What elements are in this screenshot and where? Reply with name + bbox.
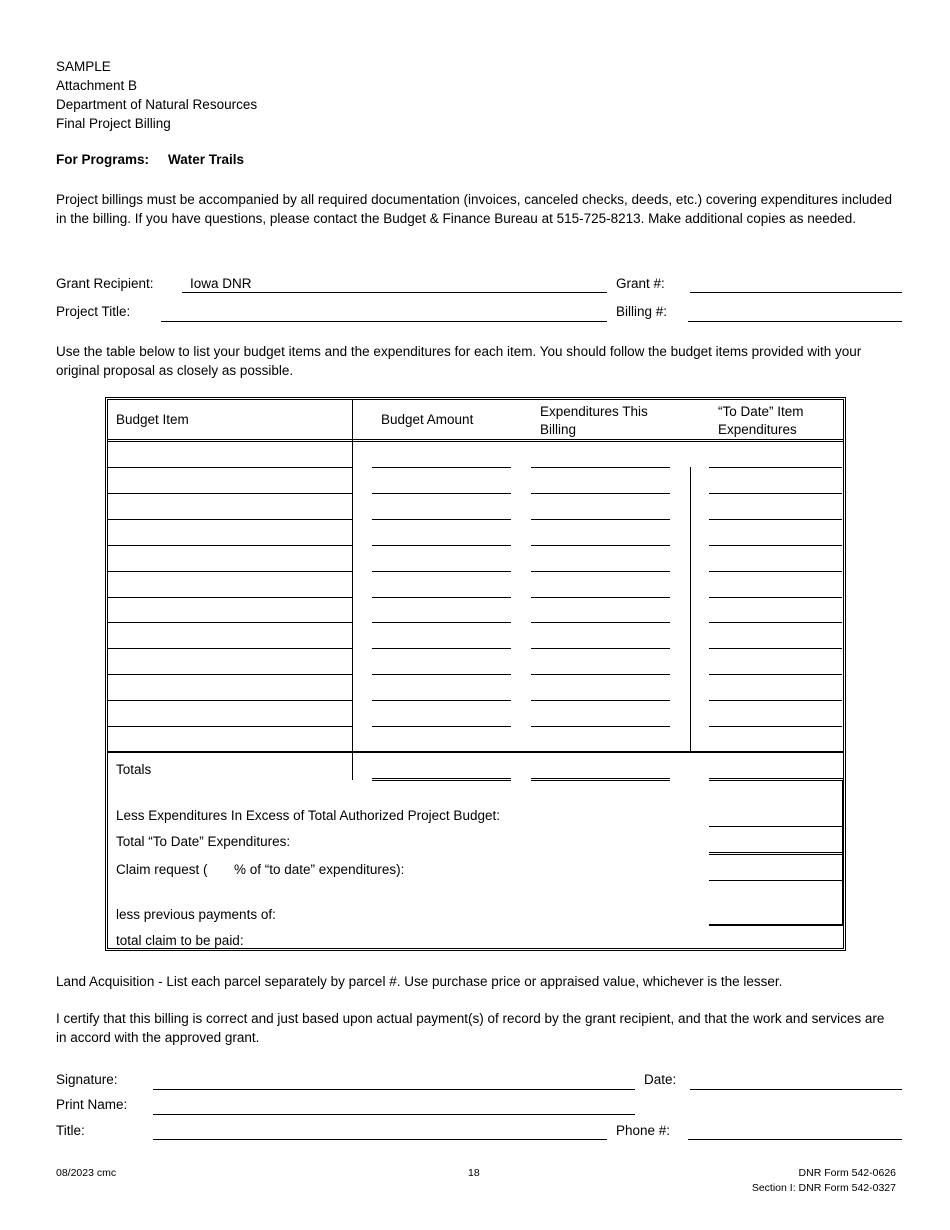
- header-budget-item: Budget Item: [116, 412, 189, 427]
- total-claim-label: total claim to be paid:: [116, 933, 244, 948]
- table-cell-line[interactable]: [107, 622, 352, 623]
- claim-request-suffix: % of “to date” expenditures):: [234, 862, 405, 877]
- table-cell-line[interactable]: [107, 571, 352, 572]
- date-field[interactable]: [690, 1089, 902, 1090]
- table-cell-line[interactable]: [709, 622, 842, 623]
- table-cell-line[interactable]: [372, 648, 511, 649]
- footer-revision: 08/2023 cmc: [56, 1167, 117, 1179]
- less-previous-label: less previous payments of:: [116, 907, 276, 922]
- certification-statement: I certify that this billing is correct and just based upon actual payment(s) of record by the grant recipient, and that the work and services are in accord with the approved grant.: [56, 1011, 885, 1045]
- footer-form-number: DNR Form 542-0626: [798, 1167, 896, 1179]
- totals-underline: [372, 780, 511, 781]
- header-to-date-expenditures: “To Date” Item Expenditures: [718, 404, 804, 437]
- table-cell-line[interactable]: [372, 571, 511, 572]
- table-cell-line[interactable]: [107, 545, 352, 546]
- project-title-label: Project Title:: [56, 304, 131, 319]
- claim-request-label: Claim request (: [116, 862, 208, 877]
- title-field[interactable]: [153, 1139, 607, 1140]
- table-cell-line[interactable]: [531, 571, 670, 572]
- grant-recipient-label: Grant Recipient:: [56, 276, 154, 291]
- print-name-label: Print Name:: [56, 1097, 128, 1112]
- table-cell-line[interactable]: [709, 571, 842, 572]
- grant-recipient-field[interactable]: [182, 292, 607, 293]
- header-attachment: Attachment B: [56, 78, 138, 93]
- land-acquisition-note: Land Acquisition - List each parcel separately by parcel #. Use purchase price or appraised value, whichever is the lesser.: [56, 974, 783, 989]
- header-form-title: Final Project Billing: [56, 116, 171, 131]
- table-cell-line[interactable]: [709, 545, 842, 546]
- header-department: Department of Natural Resources: [56, 97, 258, 112]
- table-cell-line[interactable]: [709, 467, 842, 468]
- table-cell-line[interactable]: [372, 467, 511, 468]
- summary-box-edge: [842, 780, 843, 925]
- table-cell-line[interactable]: [709, 700, 842, 701]
- table-cell-line[interactable]: [531, 467, 670, 468]
- totals-underline: [709, 778, 843, 779]
- table-cell-line[interactable]: [709, 493, 842, 494]
- header-expenditures-this-billing: Expenditures This Billing: [540, 404, 648, 437]
- table-cell-line[interactable]: [709, 519, 842, 520]
- header-divider: [107, 439, 843, 440]
- billing-number-field[interactable]: [688, 321, 902, 322]
- table-cell-line[interactable]: [531, 648, 670, 649]
- totals-underline: [372, 778, 511, 779]
- table-cell-line[interactable]: [372, 674, 511, 675]
- grant-number-field[interactable]: [690, 292, 902, 293]
- table-cell-line[interactable]: [107, 648, 352, 649]
- summary-line: [709, 852, 843, 853]
- table-cell-line[interactable]: [107, 519, 352, 520]
- phone-field[interactable]: [688, 1139, 902, 1140]
- footer-section-form: Section I: DNR Form 542-0327: [751, 1182, 896, 1194]
- total-to-date-label: Total “To Date” Expenditures:: [116, 834, 291, 849]
- table-cell-line[interactable]: [531, 700, 670, 701]
- table-cell-line[interactable]: [531, 597, 670, 598]
- date-label: Date:: [644, 1072, 677, 1087]
- summary-line: [709, 880, 843, 881]
- print-name-field[interactable]: [153, 1114, 635, 1115]
- totals-underline: [531, 780, 670, 781]
- table-cell-line[interactable]: [531, 493, 670, 494]
- table-cell-line[interactable]: [107, 700, 352, 701]
- signature-field[interactable]: [153, 1089, 635, 1090]
- grant-number-label: Grant #:: [616, 276, 665, 291]
- table-cell-line[interactable]: [372, 700, 511, 701]
- header-divider-2: [107, 441, 843, 442]
- phone-label: Phone #:: [616, 1123, 671, 1138]
- table-cell-line[interactable]: [372, 622, 511, 623]
- intro-paragraph: Project billings must be accompanied by all required documentation (invoices, canceled checks, deeds, etc.) covering expenditures included in the billing. If you have questions, please contact the Budget & Finance Bureau at 515-725-8213. Make additional copies as needed.: [56, 192, 892, 226]
- table-cell-line[interactable]: [531, 726, 670, 727]
- column-separator: [690, 467, 691, 751]
- header-budget-amount: Budget Amount: [381, 412, 474, 427]
- table-cell-line[interactable]: [709, 597, 842, 598]
- table-cell-line[interactable]: [531, 519, 670, 520]
- summary-line: [709, 924, 843, 926]
- project-title-field[interactable]: [161, 321, 607, 322]
- header-sample: SAMPLE: [56, 59, 111, 74]
- table-cell-line[interactable]: [372, 597, 511, 598]
- totals-underline: [709, 780, 843, 781]
- table-instructions: Use the table below to list your budget items and the expenditures for each item. You should follow the budget items provided with your original proposal as closely as possible.: [56, 344, 862, 378]
- title-label: Title:: [56, 1123, 85, 1138]
- document-header: [56, 57, 257, 133]
- table-cell-line[interactable]: [107, 726, 352, 727]
- table-cell-line[interactable]: [709, 726, 842, 727]
- table-cell-line[interactable]: [372, 493, 511, 494]
- totals-label: Totals: [116, 762, 152, 777]
- table-cell-line[interactable]: [372, 726, 511, 727]
- programs-label: For Programs:: [56, 152, 150, 167]
- table-cell-line[interactable]: [372, 519, 511, 520]
- table-cell-line[interactable]: [709, 674, 842, 675]
- totals-underline: [531, 778, 670, 779]
- programs-value: Water Trails: [168, 152, 245, 167]
- summary-line: [709, 854, 843, 855]
- grant-recipient-value: Iowa DNR: [190, 276, 252, 291]
- less-excess-label: Less Expenditures In Excess of Total Authorized Project Budget:: [116, 808, 500, 823]
- totals-separator: [107, 751, 843, 753]
- table-cell-line[interactable]: [107, 493, 352, 494]
- billing-number-label: Billing #:: [616, 304, 668, 319]
- table-cell-line[interactable]: [107, 597, 352, 598]
- table-cell-line[interactable]: [107, 674, 352, 675]
- page-number: 18: [468, 1167, 480, 1179]
- table-cell-line[interactable]: [531, 545, 670, 546]
- table-cell-line[interactable]: [107, 467, 352, 468]
- table-cell-line[interactable]: [531, 622, 670, 623]
- signature-label: Signature:: [56, 1072, 118, 1087]
- summary-line: [709, 826, 843, 827]
- table-cell-line[interactable]: [372, 545, 511, 546]
- table-cell-line[interactable]: [709, 648, 842, 649]
- table-cell-line[interactable]: [531, 674, 670, 675]
- column-separator: [352, 399, 353, 780]
